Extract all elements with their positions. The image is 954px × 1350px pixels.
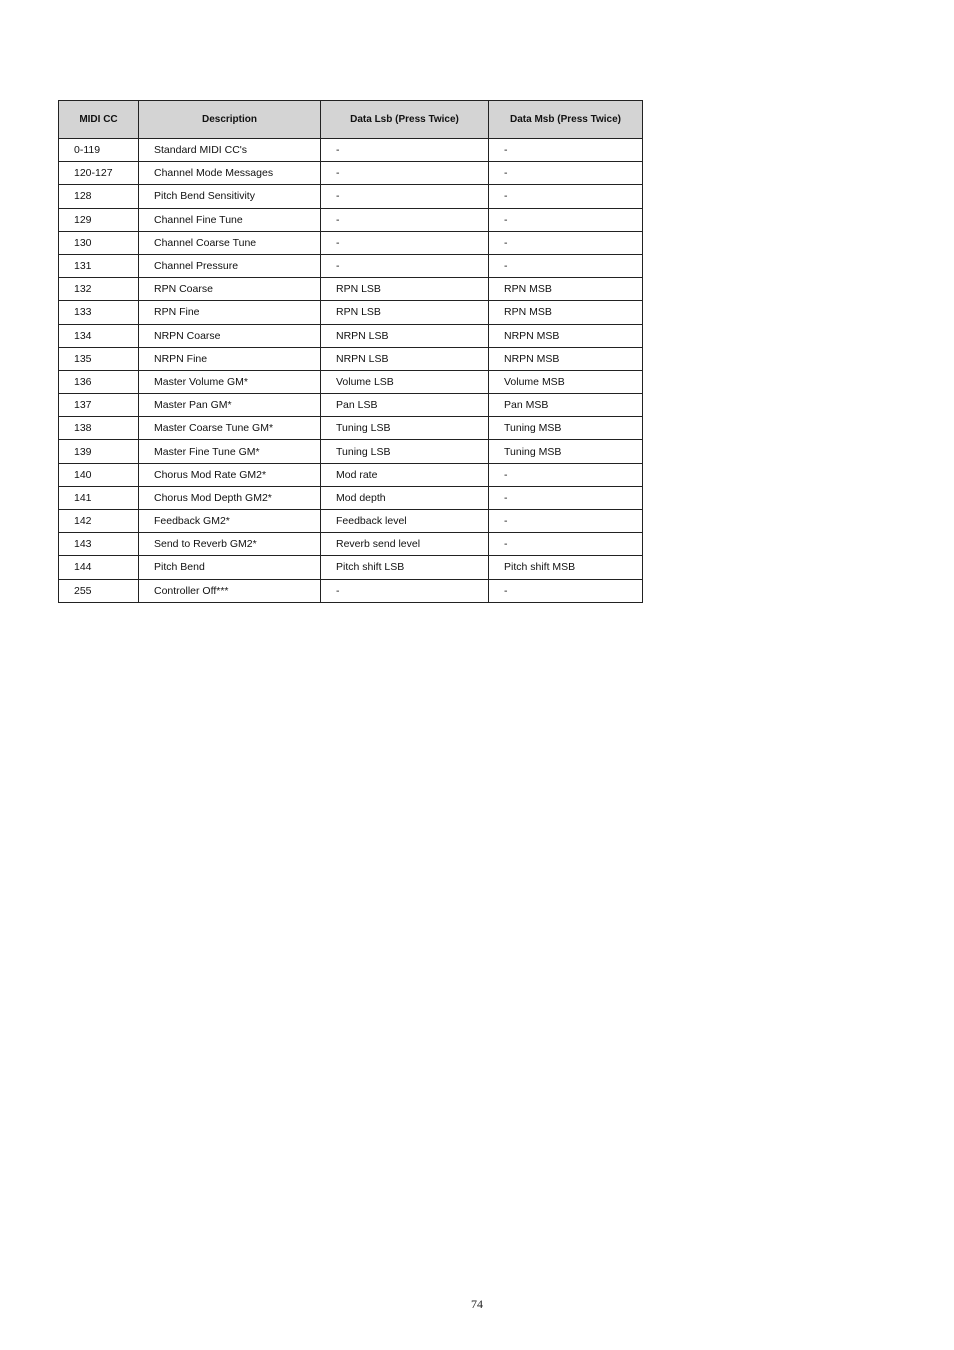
cell-midi-cc: 135 — [59, 347, 139, 370]
cell-midi-cc: 129 — [59, 208, 139, 231]
cell-midi-cc: 139 — [59, 440, 139, 463]
cell-data-lsb: - — [321, 254, 489, 277]
table-row — [59, 301, 643, 324]
cell-description: Channel Coarse Tune — [139, 231, 321, 254]
cell-data-msb: Tuning MSB — [489, 417, 643, 440]
table-row — [59, 440, 643, 463]
cell-data-lsb: - — [321, 185, 489, 208]
cell-midi-cc: 255 — [59, 579, 139, 602]
table-row — [59, 579, 643, 602]
cell-data-lsb: - — [321, 579, 489, 602]
cell-data-msb: Pan MSB — [489, 394, 643, 417]
cell-description: NRPN Fine — [139, 347, 321, 370]
cell-description: Channel Pressure — [139, 254, 321, 277]
cell-data-lsb: Volume LSB — [321, 370, 489, 393]
table-row — [59, 394, 643, 417]
table-row — [59, 162, 643, 185]
cell-midi-cc: 130 — [59, 231, 139, 254]
table-row — [59, 463, 643, 486]
cell-description: Chorus Mod Depth GM2* — [139, 486, 321, 509]
cell-data-msb: NRPN MSB — [489, 324, 643, 347]
cell-description: Master Pan GM* — [139, 394, 321, 417]
cell-midi-cc: 128 — [59, 185, 139, 208]
cell-data-msb: - — [489, 533, 643, 556]
cell-data-lsb: Mod rate — [321, 463, 489, 486]
cell-data-msb: Volume MSB — [489, 370, 643, 393]
cell-data-lsb: Tuning LSB — [321, 440, 489, 463]
cell-midi-cc: 138 — [59, 417, 139, 440]
cell-midi-cc: 134 — [59, 324, 139, 347]
table-row — [59, 139, 643, 162]
table-row — [59, 185, 643, 208]
table-row — [59, 533, 643, 556]
table-row — [59, 486, 643, 509]
cell-description: RPN Fine — [139, 301, 321, 324]
cell-description: Controller Off*** — [139, 579, 321, 602]
cell-description: Send to Reverb GM2* — [139, 533, 321, 556]
cell-midi-cc: 0-119 — [59, 139, 139, 162]
cell-data-msb: - — [489, 579, 643, 602]
cell-midi-cc: 132 — [59, 278, 139, 301]
cell-description: Channel Mode Messages — [139, 162, 321, 185]
cell-data-msb: - — [489, 139, 643, 162]
cell-midi-cc: 131 — [59, 254, 139, 277]
cell-data-lsb: - — [321, 208, 489, 231]
header-data-msb: Data Msb (Press Twice) — [489, 101, 643, 139]
cell-description: Chorus Mod Rate GM2* — [139, 463, 321, 486]
cell-description: Channel Fine Tune — [139, 208, 321, 231]
cell-data-lsb: Pan LSB — [321, 394, 489, 417]
cell-data-lsb: NRPN LSB — [321, 324, 489, 347]
cell-description: Pitch Bend — [139, 556, 321, 579]
table-header-row — [59, 101, 643, 139]
cell-data-lsb: RPN LSB — [321, 278, 489, 301]
cell-data-msb: - — [489, 208, 643, 231]
cell-data-msb: - — [489, 185, 643, 208]
cell-data-msb: - — [489, 231, 643, 254]
cell-data-msb: Pitch shift MSB — [489, 556, 643, 579]
cell-midi-cc: 144 — [59, 556, 139, 579]
header-description: Description — [139, 101, 321, 139]
table-row — [59, 254, 643, 277]
cell-data-msb: RPN MSB — [489, 301, 643, 324]
table-row — [59, 208, 643, 231]
cell-description: Standard MIDI CC's — [139, 139, 321, 162]
cell-data-msb: - — [489, 162, 643, 185]
cell-midi-cc: 137 — [59, 394, 139, 417]
table-row — [59, 556, 643, 579]
cell-midi-cc: 141 — [59, 486, 139, 509]
cell-description: RPN Coarse — [139, 278, 321, 301]
table-row — [59, 324, 643, 347]
cell-data-lsb: - — [321, 231, 489, 254]
table-row — [59, 278, 643, 301]
table-row — [59, 510, 643, 533]
cell-description: NRPN Coarse — [139, 324, 321, 347]
cell-data-lsb: NRPN LSB — [321, 347, 489, 370]
cell-data-lsb: Feedback level — [321, 510, 489, 533]
cell-data-msb: NRPN MSB — [489, 347, 643, 370]
cell-data-lsb: Pitch shift LSB — [321, 556, 489, 579]
cell-data-lsb: RPN LSB — [321, 301, 489, 324]
cell-midi-cc: 140 — [59, 463, 139, 486]
cell-description: Master Coarse Tune GM* — [139, 417, 321, 440]
cell-data-lsb: Tuning LSB — [321, 417, 489, 440]
header-data-lsb: Data Lsb (Press Twice) — [321, 101, 489, 139]
cell-data-msb: Tuning MSB — [489, 440, 643, 463]
cell-data-lsb: Mod depth — [321, 486, 489, 509]
table-row — [59, 347, 643, 370]
cell-midi-cc: 120-127 — [59, 162, 139, 185]
cell-description: Master Volume GM* — [139, 370, 321, 393]
cell-description: Feedback GM2* — [139, 510, 321, 533]
midi-cc-table — [58, 100, 643, 603]
cell-data-lsb: - — [321, 139, 489, 162]
table-body — [59, 139, 643, 603]
cell-data-lsb: Reverb send level — [321, 533, 489, 556]
cell-data-lsb: - — [321, 162, 489, 185]
cell-data-msb: - — [489, 510, 643, 533]
cell-midi-cc: 143 — [59, 533, 139, 556]
cell-midi-cc: 142 — [59, 510, 139, 533]
table-row — [59, 370, 643, 393]
cell-description: Pitch Bend Sensitivity — [139, 185, 321, 208]
cell-description: Master Fine Tune GM* — [139, 440, 321, 463]
cell-data-msb: - — [489, 486, 643, 509]
cell-data-msb: - — [489, 254, 643, 277]
cell-data-msb: RPN MSB — [489, 278, 643, 301]
table-row — [59, 417, 643, 440]
cell-midi-cc: 136 — [59, 370, 139, 393]
cell-midi-cc: 133 — [59, 301, 139, 324]
header-midi-cc: MIDI CC — [59, 101, 139, 139]
page-number: 74 — [471, 1297, 483, 1311]
cell-data-msb: - — [489, 463, 643, 486]
table-row — [59, 231, 643, 254]
